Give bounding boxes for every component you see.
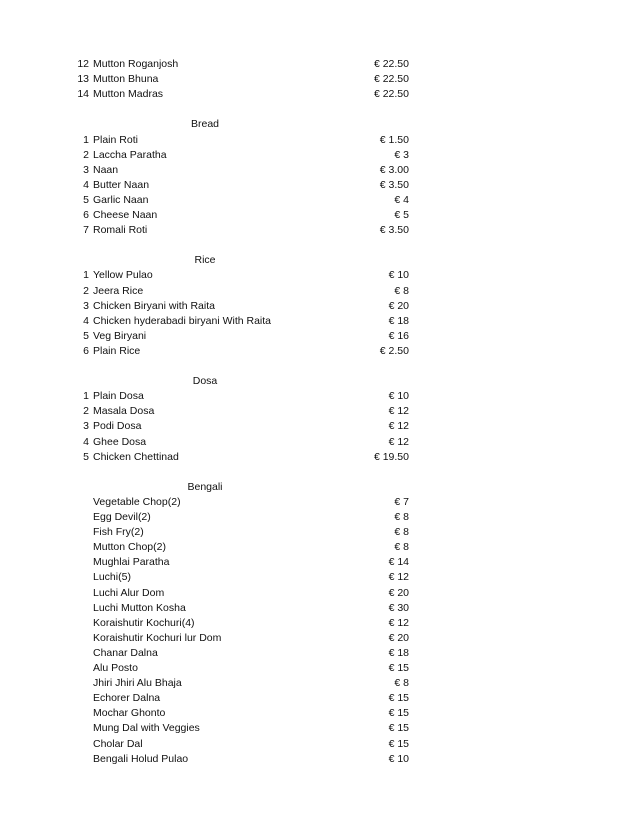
item-name: Mutton Chop(2) <box>93 541 166 554</box>
item-number: 3 <box>83 299 89 312</box>
menu-item-row <box>0 570 640 585</box>
item-name: Koraishutir Kochuri(4) <box>93 616 195 629</box>
item-name: Plain Dosa <box>93 390 144 403</box>
menu-item-row <box>0 329 640 344</box>
item-name: Fish Fry(2) <box>93 526 144 539</box>
item-number: 5 <box>83 450 89 463</box>
item-price: € 22.50 <box>373 73 409 86</box>
menu-item-row <box>0 661 640 676</box>
item-price: € 10 <box>388 269 409 282</box>
menu-item-row <box>0 163 640 178</box>
item-number: 12 <box>77 58 89 70</box>
item-price: € 15 <box>388 692 409 705</box>
item-name: Alu Posto <box>93 662 138 674</box>
item-price: € 10 <box>388 752 409 765</box>
item-price: € 8 <box>394 541 409 554</box>
item-price: € 5 <box>394 209 409 221</box>
menu-item-row <box>0 540 640 555</box>
menu-item-row <box>0 646 640 661</box>
menu-item-row <box>0 193 640 208</box>
item-name: Mutton Roganjosh <box>93 58 179 70</box>
section-heading: Bengali <box>187 480 223 493</box>
menu-item-row <box>0 676 640 691</box>
item-price: € 3.50 <box>379 178 409 191</box>
item-name: Plain Rice <box>93 344 141 357</box>
item-name: Bengali Holud Pulao <box>93 752 189 765</box>
item-price: € 20 <box>388 631 409 644</box>
item-name: Mughlai Paratha <box>93 556 170 569</box>
menu-item-row <box>0 148 640 163</box>
menu-item-row <box>0 87 640 102</box>
item-price: € 15 <box>388 707 409 720</box>
section-heading: Rice <box>194 254 216 267</box>
item-name: Plain Roti <box>93 133 138 146</box>
item-price: € 20 <box>388 586 409 599</box>
section-heading: Bread <box>190 118 220 131</box>
item-name: Echorer Dalna <box>93 692 161 705</box>
menu-item-row <box>0 57 640 72</box>
item-price: € 14 <box>388 556 409 569</box>
item-name: Mutton Madras <box>93 88 164 101</box>
menu-item-row <box>0 72 640 87</box>
menu-item-row <box>0 706 640 721</box>
menu-item-row <box>0 314 640 329</box>
item-number: 2 <box>83 148 89 161</box>
item-name: Garlic Naan <box>93 193 149 206</box>
menu-item-row <box>0 404 640 419</box>
menu-item-row <box>0 495 640 510</box>
menu-item-row <box>0 344 640 359</box>
menu-item-row <box>0 691 640 706</box>
section-heading: Dosa <box>192 375 218 388</box>
item-name: Chicken Chettinad <box>93 450 179 463</box>
item-price: € 16 <box>388 329 409 342</box>
menu-item-row <box>0 586 640 601</box>
menu-item-row <box>0 450 640 465</box>
menu-item-row <box>0 208 640 223</box>
menu-item-row <box>0 631 640 646</box>
menu-item-row <box>0 555 640 570</box>
item-number: 4 <box>83 314 89 327</box>
menu-item-row <box>0 525 640 540</box>
item-price: € 20 <box>388 299 409 312</box>
item-name: Vegetable Chop(2) <box>93 495 181 508</box>
item-price: € 12 <box>388 571 409 584</box>
item-price: € 18 <box>388 314 409 327</box>
item-name: Masala Dosa <box>93 405 155 418</box>
item-name: Chicken hyderabadi biryani With Raita <box>93 314 272 327</box>
item-number: 5 <box>83 329 89 342</box>
item-number: 2 <box>83 405 89 418</box>
item-number: 7 <box>83 224 89 237</box>
item-price: € 4 <box>394 193 409 206</box>
item-number: 2 <box>83 284 89 297</box>
menu-item-row <box>0 435 640 450</box>
item-name: Egg Devil(2) <box>93 511 151 523</box>
menu-item-row <box>0 721 640 736</box>
item-price: € 15 <box>388 662 409 674</box>
item-name: Luchi(5) <box>93 571 131 584</box>
item-number: 14 <box>77 88 89 101</box>
item-number: 6 <box>83 209 89 221</box>
menu-item-row <box>0 178 640 193</box>
item-name: Cholar Dal <box>93 737 143 750</box>
item-price: € 12 <box>388 405 409 418</box>
item-name: Chicken Biryani with Raita <box>93 299 215 312</box>
item-name: Butter Naan <box>93 178 150 191</box>
item-number: 6 <box>83 344 89 357</box>
menu-item-row <box>0 737 640 752</box>
item-price: € 19.50 <box>373 450 409 463</box>
item-price: € 18 <box>388 646 409 659</box>
item-price: € 22.50 <box>373 58 409 70</box>
item-name: Chanar Dalna <box>93 646 158 659</box>
item-number: 5 <box>83 193 89 206</box>
item-name: Mung Dal with Veggies <box>93 722 200 735</box>
item-number: 1 <box>83 133 89 146</box>
item-number: 1 <box>83 390 89 403</box>
item-number: 4 <box>83 435 89 448</box>
item-number: 3 <box>83 163 89 176</box>
menu-item-row <box>0 299 640 314</box>
item-price: € 10 <box>388 390 409 403</box>
item-number: 3 <box>83 420 89 433</box>
item-name: Koraishutir Kochuri lur Dom <box>93 631 222 644</box>
item-price: € 12 <box>388 420 409 433</box>
item-name: Romali Roti <box>93 224 148 237</box>
menu-item-row <box>0 389 640 404</box>
item-price: € 3 <box>394 148 409 161</box>
item-price: € 3.00 <box>379 163 409 176</box>
item-name: Mutton Bhuna <box>93 73 159 86</box>
item-name: Naan <box>93 163 119 176</box>
menu-item-row <box>0 419 640 434</box>
item-price: € 3.50 <box>379 224 409 237</box>
item-price: € 15 <box>388 722 409 735</box>
item-number: 1 <box>83 269 89 282</box>
item-price: € 22.50 <box>373 88 409 101</box>
item-name: Veg Biryani <box>93 329 147 342</box>
item-name: Cheese Naan <box>93 209 158 221</box>
item-name: Ghee Dosa <box>93 435 147 448</box>
item-name: Jhiri Jhiri Alu Bhaja <box>93 677 182 690</box>
item-price: € 7 <box>394 495 409 508</box>
item-name: Mochar Ghonto <box>93 707 166 720</box>
menu-item-row <box>0 268 640 283</box>
item-name: Luchi Mutton Kosha <box>93 601 186 614</box>
item-number: 4 <box>83 178 89 191</box>
menu-item-row <box>0 616 640 631</box>
item-price: € 1.50 <box>379 133 409 146</box>
item-price: € 30 <box>388 601 409 614</box>
item-name: Yellow Pulao <box>93 269 153 282</box>
menu-item-row <box>0 284 640 299</box>
item-price: € 15 <box>388 737 409 750</box>
menu-item-row <box>0 133 640 148</box>
item-price: € 12 <box>388 616 409 629</box>
item-price: € 12 <box>388 435 409 448</box>
item-name: Jeera Rice <box>93 284 144 297</box>
item-name: Laccha Paratha <box>93 148 167 161</box>
item-price: € 2.50 <box>379 344 409 357</box>
item-price: € 8 <box>394 511 409 523</box>
item-number: 13 <box>77 73 89 86</box>
item-price: € 8 <box>394 677 409 690</box>
item-name: Luchi Alur Dom <box>93 586 165 599</box>
menu-item-row <box>0 510 640 525</box>
menu-item-row <box>0 223 640 238</box>
item-name: Podi Dosa <box>93 420 142 433</box>
menu-item-row <box>0 752 640 767</box>
menu-item-row <box>0 601 640 616</box>
item-price: € 8 <box>394 284 409 297</box>
item-price: € 8 <box>394 526 409 539</box>
